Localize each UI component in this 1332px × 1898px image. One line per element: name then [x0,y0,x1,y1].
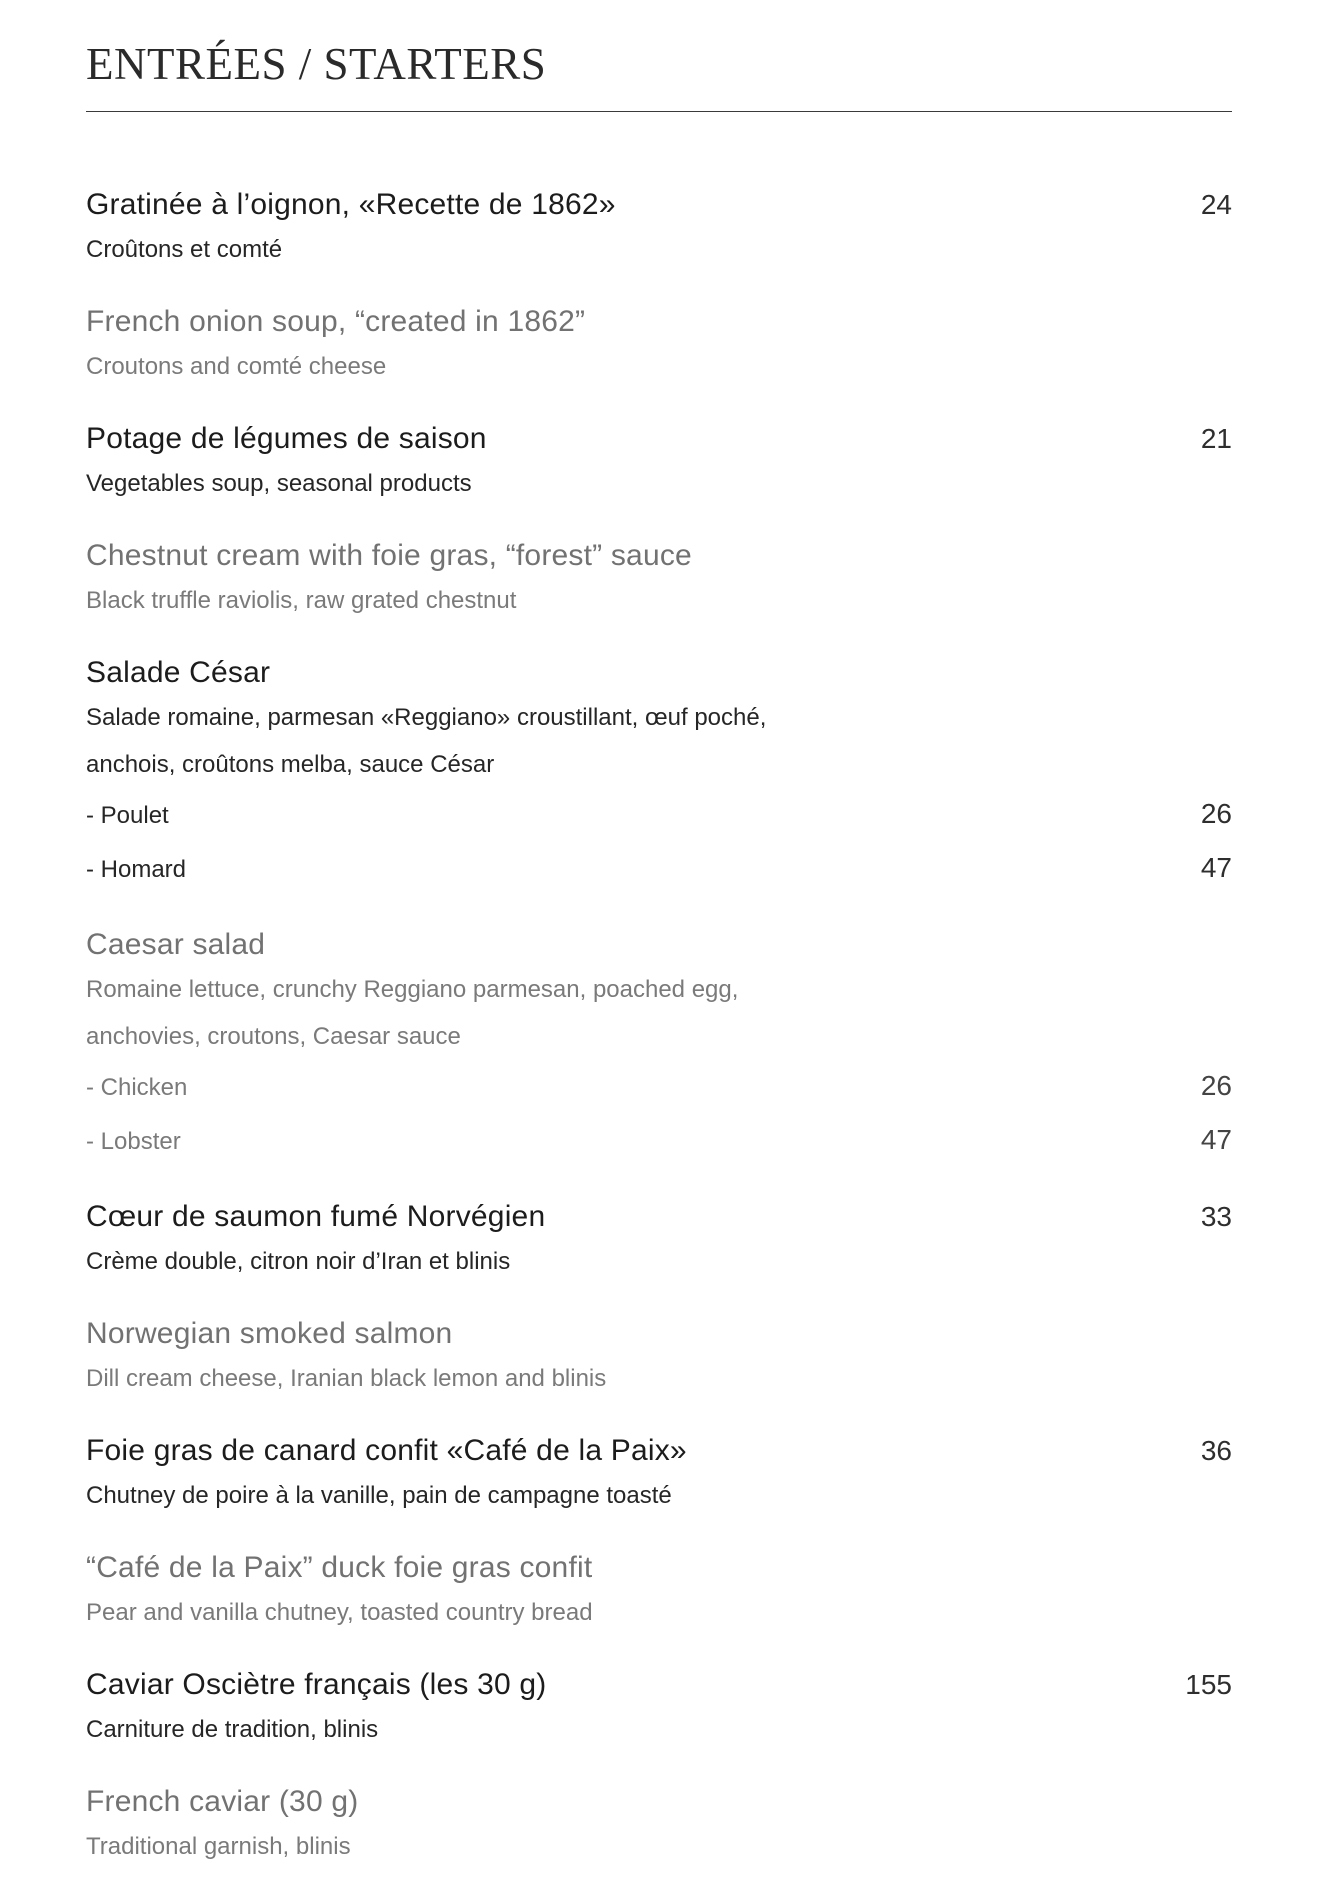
menu-item-english [86,535,1232,624]
menu-item-french [86,1664,1232,1753]
option-price: 47 [1200,1124,1232,1155]
menu-item-french [86,652,1232,896]
item-header-row [86,1313,1232,1355]
option-price: 26 [1200,798,1232,829]
option-price: 26 [1200,1070,1232,1101]
title-divider [86,111,1232,112]
item-description: Vegetables soup, seasonal products [86,470,472,497]
item-description: anchois, croûtons melba, sauce César [86,751,495,778]
item-price: 24 [1200,189,1232,220]
item-description: Romaine lettuce, crunchy Reggiano parmesan, poached egg, [86,976,739,1003]
item-header-row [86,535,1232,577]
menu-item-list [86,184,1232,1898]
menu-item-french [86,1430,1232,1519]
item-name: Caesar salad [86,928,266,961]
item-description: Dill cream cheese, Iranian black lemon and blinis [86,1365,607,1392]
item-header-row [86,418,1232,460]
item-name: French caviar (30 g) [86,1785,359,1818]
option-label: - Poulet [86,802,169,829]
menu-item-french [86,1196,1232,1285]
item-name: Salade César [86,656,271,689]
item-option-row [86,788,1232,842]
item-header-row [86,1547,1232,1589]
item-description: Croûtons et comté [86,236,283,263]
item-name: Gratinée à l’oignon, «Recette de 1862» [86,188,616,221]
option-price: 47 [1200,852,1232,883]
option-label: - Lobster [86,1128,181,1155]
page-title: ENTRÉES / STARTERS [86,39,547,89]
item-option-row [86,842,1232,896]
item-name: Cœur de saumon fumé Norvégien [86,1200,546,1233]
item-description: Black truffle raviolis, raw grated chestnut [86,587,517,614]
option-label: - Chicken [86,1074,188,1101]
item-header-row [86,924,1232,966]
item-name: “Café de la Paix” duck foie gras confit [86,1551,593,1584]
item-name: Potage de légumes de saison [86,422,487,455]
item-header-row [86,301,1232,343]
menu-item-english [86,924,1232,1168]
item-price: 36 [1200,1435,1232,1466]
item-name: Caviar Osciètre français (les 30 g) [86,1668,547,1701]
item-header-row [86,1430,1232,1472]
item-header-row [86,1664,1232,1706]
menu-item-english [86,301,1232,390]
item-description: Croutons and comté cheese [86,353,387,380]
menu-item-english [86,1313,1232,1402]
menu-item-french [86,418,1232,507]
item-description: Traditional garnish, blinis [86,1833,351,1860]
menu-item-english [86,1547,1232,1636]
menu-item-english [86,1781,1232,1870]
item-name: Norwegian smoked salmon [86,1317,453,1350]
item-description: Salade romaine, parmesan «Reggiano» croustillant, œuf poché, [86,704,767,731]
item-description: Chutney de poire à la vanille, pain de campagne toasté [86,1482,672,1509]
item-description: anchovies, croutons, Caesar sauce [86,1023,461,1050]
item-name: Foie gras de canard confit «Café de la Paix» [86,1434,687,1467]
item-description: Pear and vanilla chutney, toasted country bread [86,1599,593,1626]
item-header-row [86,652,1232,694]
item-name: Chestnut cream with foie gras, “forest” sauce [86,539,692,572]
item-header-row [86,184,1232,226]
item-price: 155 [1185,1669,1232,1700]
menu-item-french [86,184,1232,273]
item-option-row [86,1060,1232,1114]
item-price: 21 [1200,423,1232,454]
item-description: Crème double, citron noir d’Iran et blinis [86,1248,511,1275]
item-price: 33 [1200,1201,1232,1232]
item-header-row [86,1781,1232,1823]
item-description: Carniture de tradition, blinis [86,1716,379,1743]
item-header-row [86,1196,1232,1238]
item-option-row [86,1114,1232,1168]
item-name: French onion soup, “created in 1862” [86,305,586,338]
option-label: - Homard [86,856,187,883]
